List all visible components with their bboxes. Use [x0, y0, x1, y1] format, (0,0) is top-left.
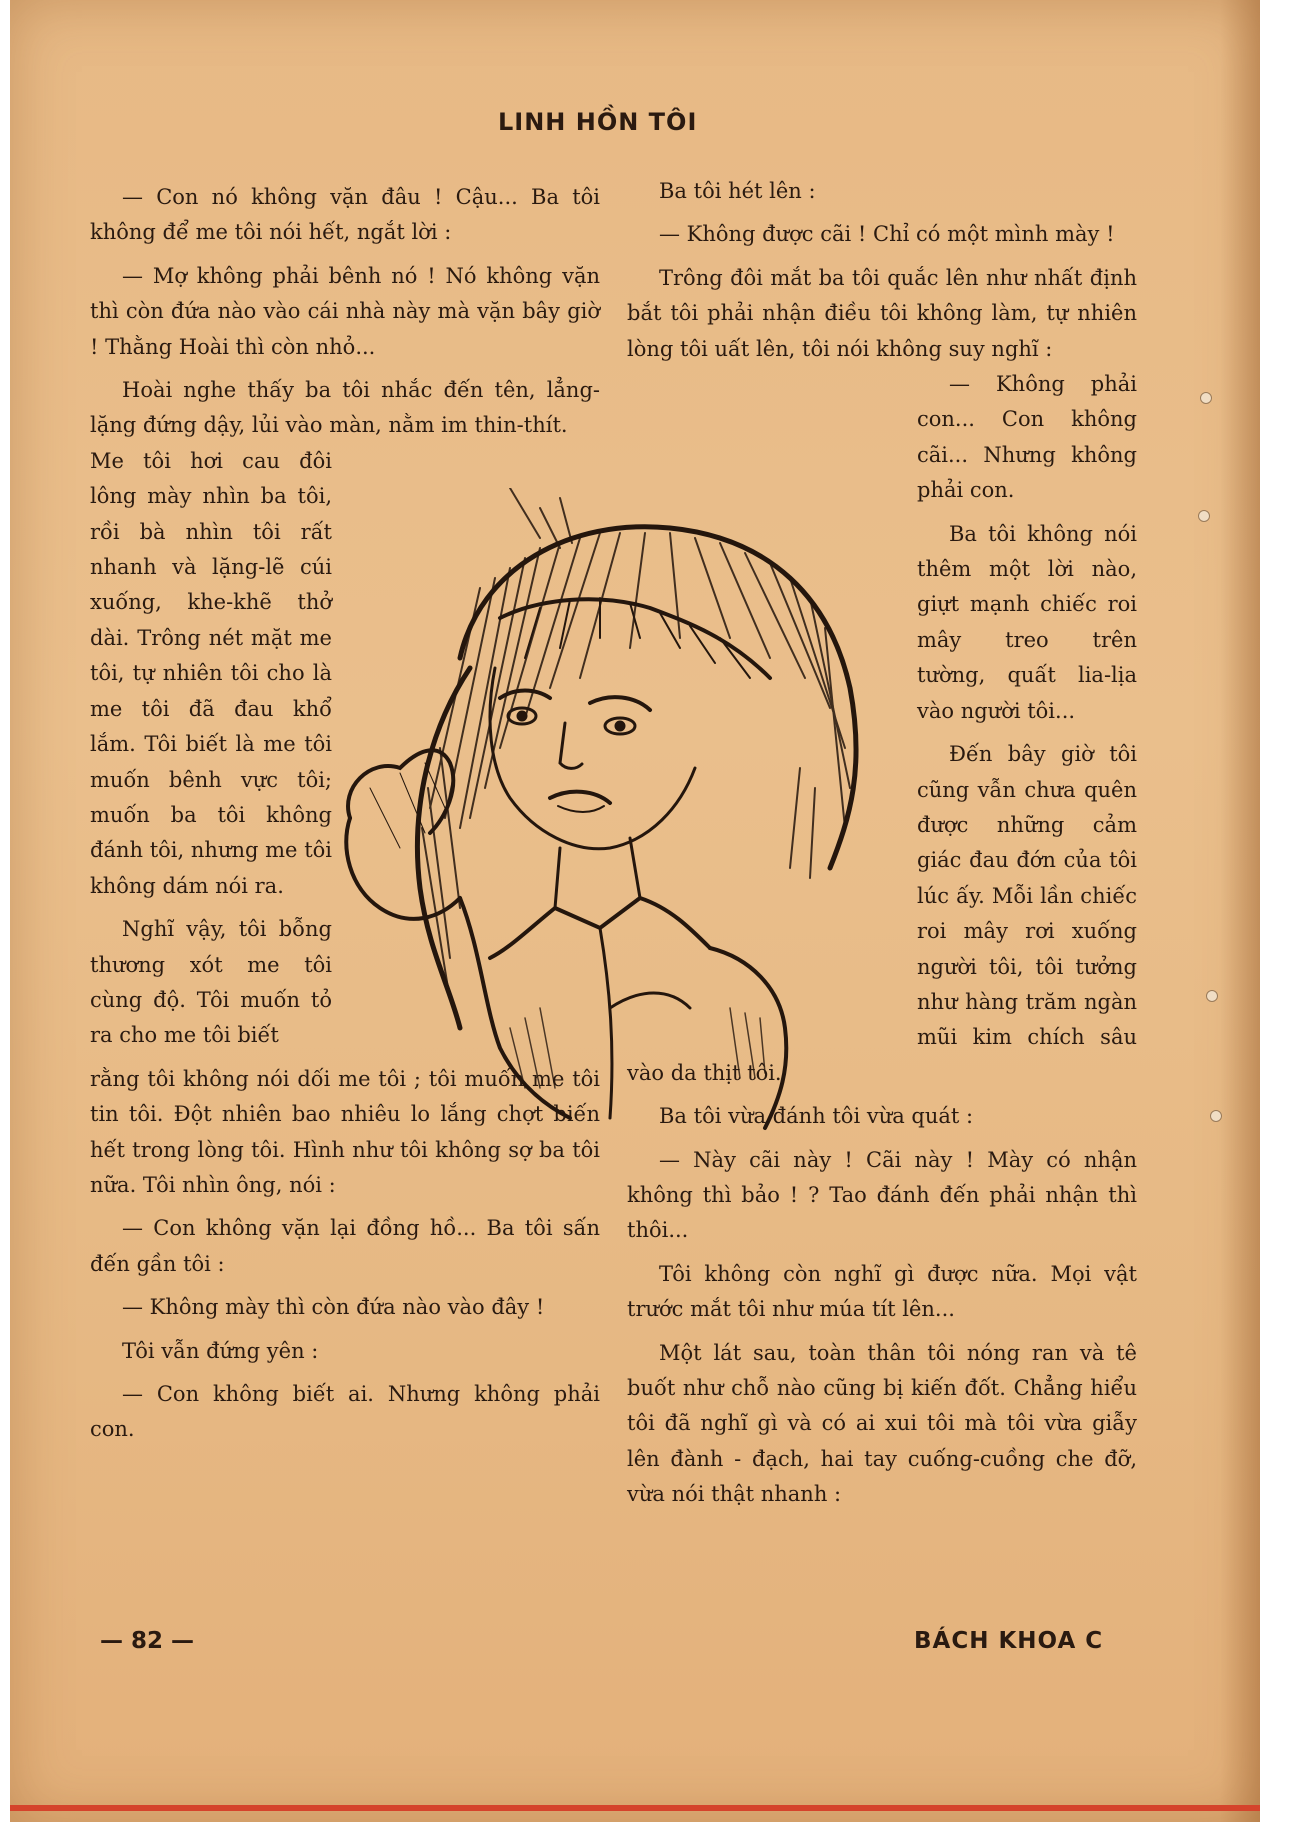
paragraph: Me tôi hơi cau đôi lông mày nhìn ba tôi, rồi bà nhìn tôi rất nhanh và lặng-lẽ cúi xuống, khe-khẽ thở dài. Trông nét mặt me tôi, tự nhiên tôi cho là me tôi đã đau khổ lắm. Tôi biết là me tôi muốn bênh vực tôi; muốn ba tôi không đánh tôi, nhưng me tôi không dám nói ra.	[90, 448, 332, 898]
magazine-page	[10, 0, 1260, 1822]
paragraph: — Không phải con... Con không cãi... Nhưng không phải con.	[917, 372, 1137, 503]
paragraph: Hoài nghe thấy ba tôi nhắc đến tên, lẳng-lặng đứng dậy, lủi vào màn, nằm im thin-thít.	[90, 378, 600, 438]
paragraph: Nghĩ vậy, tôi bỗng thương xót me tôi cùng độ. Tôi muốn tỏ ra cho me tôi biết	[90, 917, 332, 1048]
journal-name: BÁCH KHOA C	[914, 1628, 1104, 1654]
paragraph: — Không được cãi ! Chỉ có một mình mày !	[659, 222, 1115, 247]
girl-portrait-drawing-icon	[310, 488, 910, 1138]
paragraph: — Con không biết ai. Nhưng không phải con.	[90, 1382, 600, 1442]
paragraph: — Không mày thì còn đứa nào vào đây !	[122, 1295, 545, 1320]
paragraph: Tôi vẫn đứng yên :	[122, 1338, 319, 1363]
paragraph: — Con nó không vặn đâu ! Cậu... Ba tôi không để me tôi nói hết, ngắt lời :	[90, 185, 600, 245]
page-edge-shadow	[1220, 0, 1260, 1822]
paragraph: Trông đôi mắt ba tôi quắc lên như nhất định bắt tôi phải nhận điều tôi không làm, tự nhiên lòng tôi uất lên, tôi nói không suy nghĩ :	[627, 265, 1137, 361]
paragraph: Ba tôi vừa đánh tôi vừa quát :	[659, 1104, 974, 1129]
paragraph: Một lát sau, toàn thân tôi nóng ran và tê buốt như chỗ nào cũng bị kiến đốt. Chẳng hiểu tôi đã nghĩ gì và có ai xui tôi mà tôi vừa giẫy lên đành - đạch, hai tay cuống-cuồng che đỡ, vừa nói thật nhanh :	[627, 1340, 1137, 1507]
paragraph: — Này cãi này ! Cãi này ! Mày có nhận không thì bảo ! ? Tao đánh đến phải nhận thì thôi...	[627, 1147, 1137, 1243]
binding-hole-icon	[1206, 990, 1218, 1002]
paragraph: rằng tôi không nói dối me tôi ; tôi muốn me tôi tin tôi. Đột nhiên bao nhiêu lo lắng chợt biến hết trong lòng tôi. Hình như tôi không sợ ba tôi nữa. Tôi nhìn ông, nói :	[90, 1066, 600, 1197]
binding-hole-icon	[1200, 392, 1212, 404]
binding-hole-icon	[1210, 1110, 1222, 1122]
paragraph: — Mợ không phải bênh nó ! Nó không vặn thì còn đứa nào vào cái nhà này mà vặn bây giờ ! Thằng Hoài thì còn nhỏ...	[90, 263, 600, 359]
paragraph: Đến bây giờ tôi cũng vẫn chưa quên được những cảm giác đau đớn của tôi lúc ấy. Mỗi lần chiếc roi mây rơi xuống người tôi, tôi tưởng như hàng trăm ngàn mũi kim chích sâu vào da thịt tôi.	[627, 742, 1137, 1085]
paragraph: Ba tôi hét lên :	[659, 179, 816, 203]
page-title: LINH HỒN TÔI	[498, 108, 698, 136]
binding-hole-icon	[1198, 510, 1210, 522]
page-number: — 82 —	[100, 1628, 195, 1654]
bottom-rule	[10, 1805, 1260, 1811]
paragraph: — Con không vặn lại đồng hồ... Ba tôi sấn đến gần tôi :	[90, 1216, 600, 1276]
paragraph: Ba tôi không nói thêm một lời nào, giựt mạnh chiếc roi mây treo trên tường, quất lia-lịa vào người tôi...	[917, 521, 1137, 723]
paragraph: Tôi không còn nghĩ gì được nữa. Mọi vật trước mắt tôi như múa tít lên...	[627, 1261, 1137, 1322]
